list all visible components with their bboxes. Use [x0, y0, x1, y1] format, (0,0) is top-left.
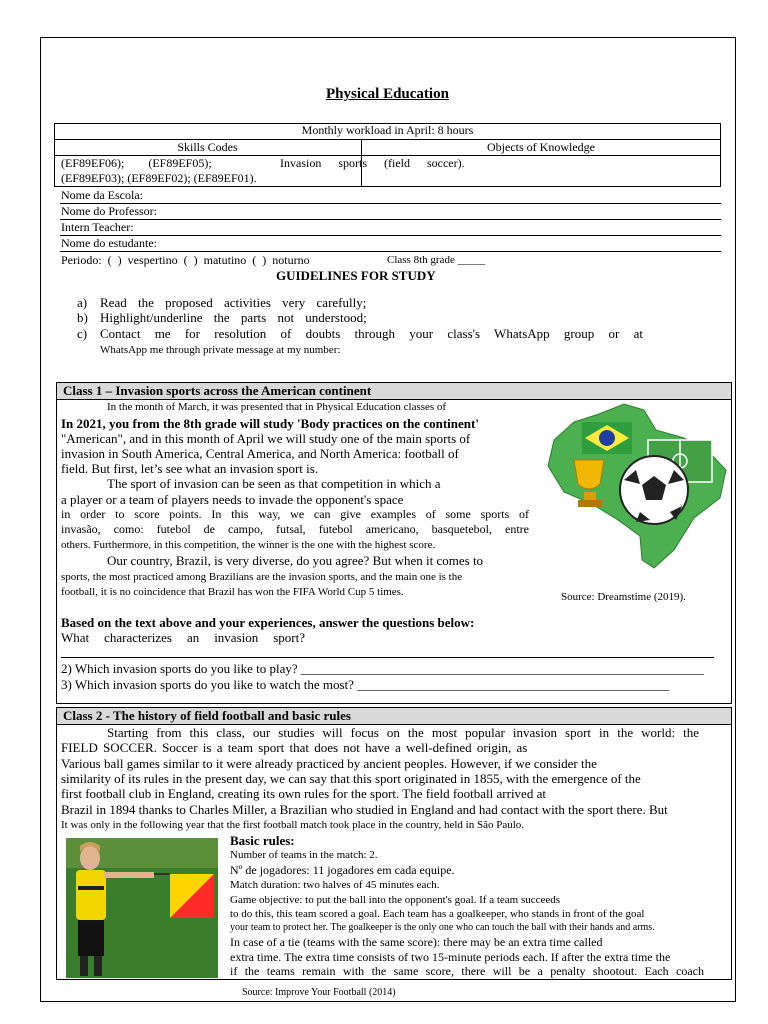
class1-heading: Class 1 – Invasion sports across the American continent — [56, 382, 732, 400]
referee-photo — [66, 838, 218, 978]
intern-line[interactable] — [60, 235, 721, 236]
guideline-a: Read the proposed activities very carefully; — [100, 295, 367, 310]
class1-line: a player or a team of players needs to invade the opponent's space — [61, 492, 404, 507]
class2-line: first football club in England, creating its own rules for the sport. The field football arrived at — [61, 786, 546, 801]
class1-image-source: Source: Dreamstime (2019). — [561, 591, 686, 603]
class2-heading: Class 2 - The history of field football and basic rules — [56, 707, 732, 725]
class1-line: invasion in South America, Central America, and North America: football of — [61, 446, 459, 461]
brazil-flag — [582, 422, 632, 454]
workload-text: Monthly workload in April: 8 hours — [301, 123, 474, 137]
class1-line: In 2021, you from the 8th grade will study 'Body practices on the continent' — [61, 416, 479, 431]
class2-line: FIELD SOCCER. Soccer is a team sport that does not have a well-defined origin, as — [61, 740, 528, 755]
questions-heading: Based on the text above and your experiences, answer the questions below: — [61, 615, 475, 630]
brazil-map-image — [544, 400, 730, 574]
student-label: Nome do estudante: — [61, 236, 157, 250]
class1-line: The sport of invasion can be seen as that competition in which a — [107, 476, 441, 491]
rule-item: Number of teams in the match: 2. — [230, 849, 378, 861]
class1-line: others. Furthermore, in this competition, the winner is the one with the highest score. — [61, 539, 436, 551]
soccer-ball-icon — [620, 456, 688, 524]
class1-line: football, it is no coincidence that Brazil has won the FIFA World Cup 5 times. — [61, 586, 404, 598]
student-line[interactable] — [60, 251, 721, 252]
objects-label: Objects of Knowledge — [487, 140, 595, 154]
skills-label: Skills Codes — [177, 140, 238, 154]
guideline-marker-c: c) — [77, 326, 88, 341]
question-1: What characterizes an invasion sport? — [61, 630, 305, 645]
guideline-marker-b: b) — [77, 310, 88, 325]
class2-line: similarity of its rules in the present day, we can say that this sport originated in 1855, with the emergence of the — [61, 771, 641, 786]
rule-item: to do this, this team scored a goal. Each team has a goalkeeper, who stands in front of the goal — [230, 908, 645, 920]
skills-codes-line2: (EF89EF03); (EF89EF02); (EF89EF01). — [61, 171, 257, 185]
class2-line: Brazil in 1894 thanks to Charles Miller, a Brazilian who studied in England and had contact with the sport there. But — [61, 802, 668, 817]
rule-item: if the teams remain with the same score, there will be a penalty shootout. Each coach — [230, 964, 704, 978]
period-options[interactable]: Periodo: ( ) vespertino ( ) matutino ( ) noturno — [61, 253, 310, 267]
question-3[interactable]: 3) Which invasion sports do you like to watch the most? ________________________________________________ — [61, 677, 670, 692]
guideline-b: Highlight/underline the parts not understood; — [100, 310, 367, 325]
guideline-continuation: WhatsApp me through private message at my number: — [100, 344, 341, 356]
class1-line: field. But first, let’s see what an invasion sport is. — [61, 461, 319, 476]
rule-item: extra time. The extra time consists of two 15-minute periods each. If after the extra time the — [230, 950, 671, 964]
class1-line: sports, the most practiced among Brazilians are the invasion sports, and the main one is the — [61, 571, 463, 583]
question-2[interactable]: 2) Which invasion sports do you like to play? ______________________________________________________________ — [61, 661, 704, 676]
class1-line: In the month of March, it was presented that in Physical Education classes of — [107, 401, 447, 413]
rule-item: Match duration: two halves of 45 minutes each. — [230, 879, 440, 891]
class2-image-source: Source: Improve Your Football (2014) — [242, 987, 396, 998]
page-title: Physical Education — [326, 86, 449, 102]
guideline-marker-a: a) — [77, 295, 88, 310]
school-line[interactable] — [60, 203, 721, 204]
class1-line: invasão, como: futebol de campo, futsal, futebol americano, basquetebol, entre — [61, 522, 529, 536]
objects-value: Invasion sports (field soccer). — [280, 156, 465, 170]
rule-item: In case of a tie (teams with the same score): there may be an extra time called — [230, 935, 603, 949]
class-grade: Class 8th grade _____ — [387, 254, 486, 266]
answer-line-1[interactable] — [61, 657, 714, 658]
rules-heading: Basic rules: — [230, 833, 295, 848]
class2-line: It was only in the following year that the first football match took place in the country, held in São Paulo. — [61, 819, 525, 831]
rule-item: Nº de jogadores: 11 jogadores em cada equipe. — [230, 863, 455, 877]
class1-line: Our country, Brazil, is very diverse, do you agree? But when it comes to — [107, 553, 484, 568]
guideline-c: Contact me for resolution of doubts through your class's WhatsApp group or at — [100, 326, 643, 341]
teacher-line[interactable] — [60, 219, 721, 220]
guidelines-heading: GUIDELINES FOR STUDY — [276, 268, 436, 283]
school-label: Nome da Escola: — [61, 188, 143, 202]
teacher-label: Nome do Professor: — [61, 204, 157, 218]
rule-item: your team to protect her. The goalkeeper is the only one who can touch the ball with their hands and arms. — [230, 922, 655, 933]
skills-codes-line1: (EF89EF06); (EF89EF05); — [61, 156, 212, 170]
class1-line: "American", and in this month of April we will study one of the main sports of — [61, 431, 471, 446]
intern-label: Intern Teacher: — [61, 220, 134, 234]
class2-line: Starting from this class, our studies will focus on the most popular invasion sport in the world: the — [107, 725, 699, 740]
class2-line: Various ball games similar to it were already practiced by ancient peoples. However, if we consider the — [61, 756, 597, 771]
class1-line: in order to score points. In this way, we can give examples of some sports of — [61, 507, 529, 521]
rule-item: Game objective: to put the ball into the opponent's goal. If a team succeeds — [230, 894, 561, 906]
